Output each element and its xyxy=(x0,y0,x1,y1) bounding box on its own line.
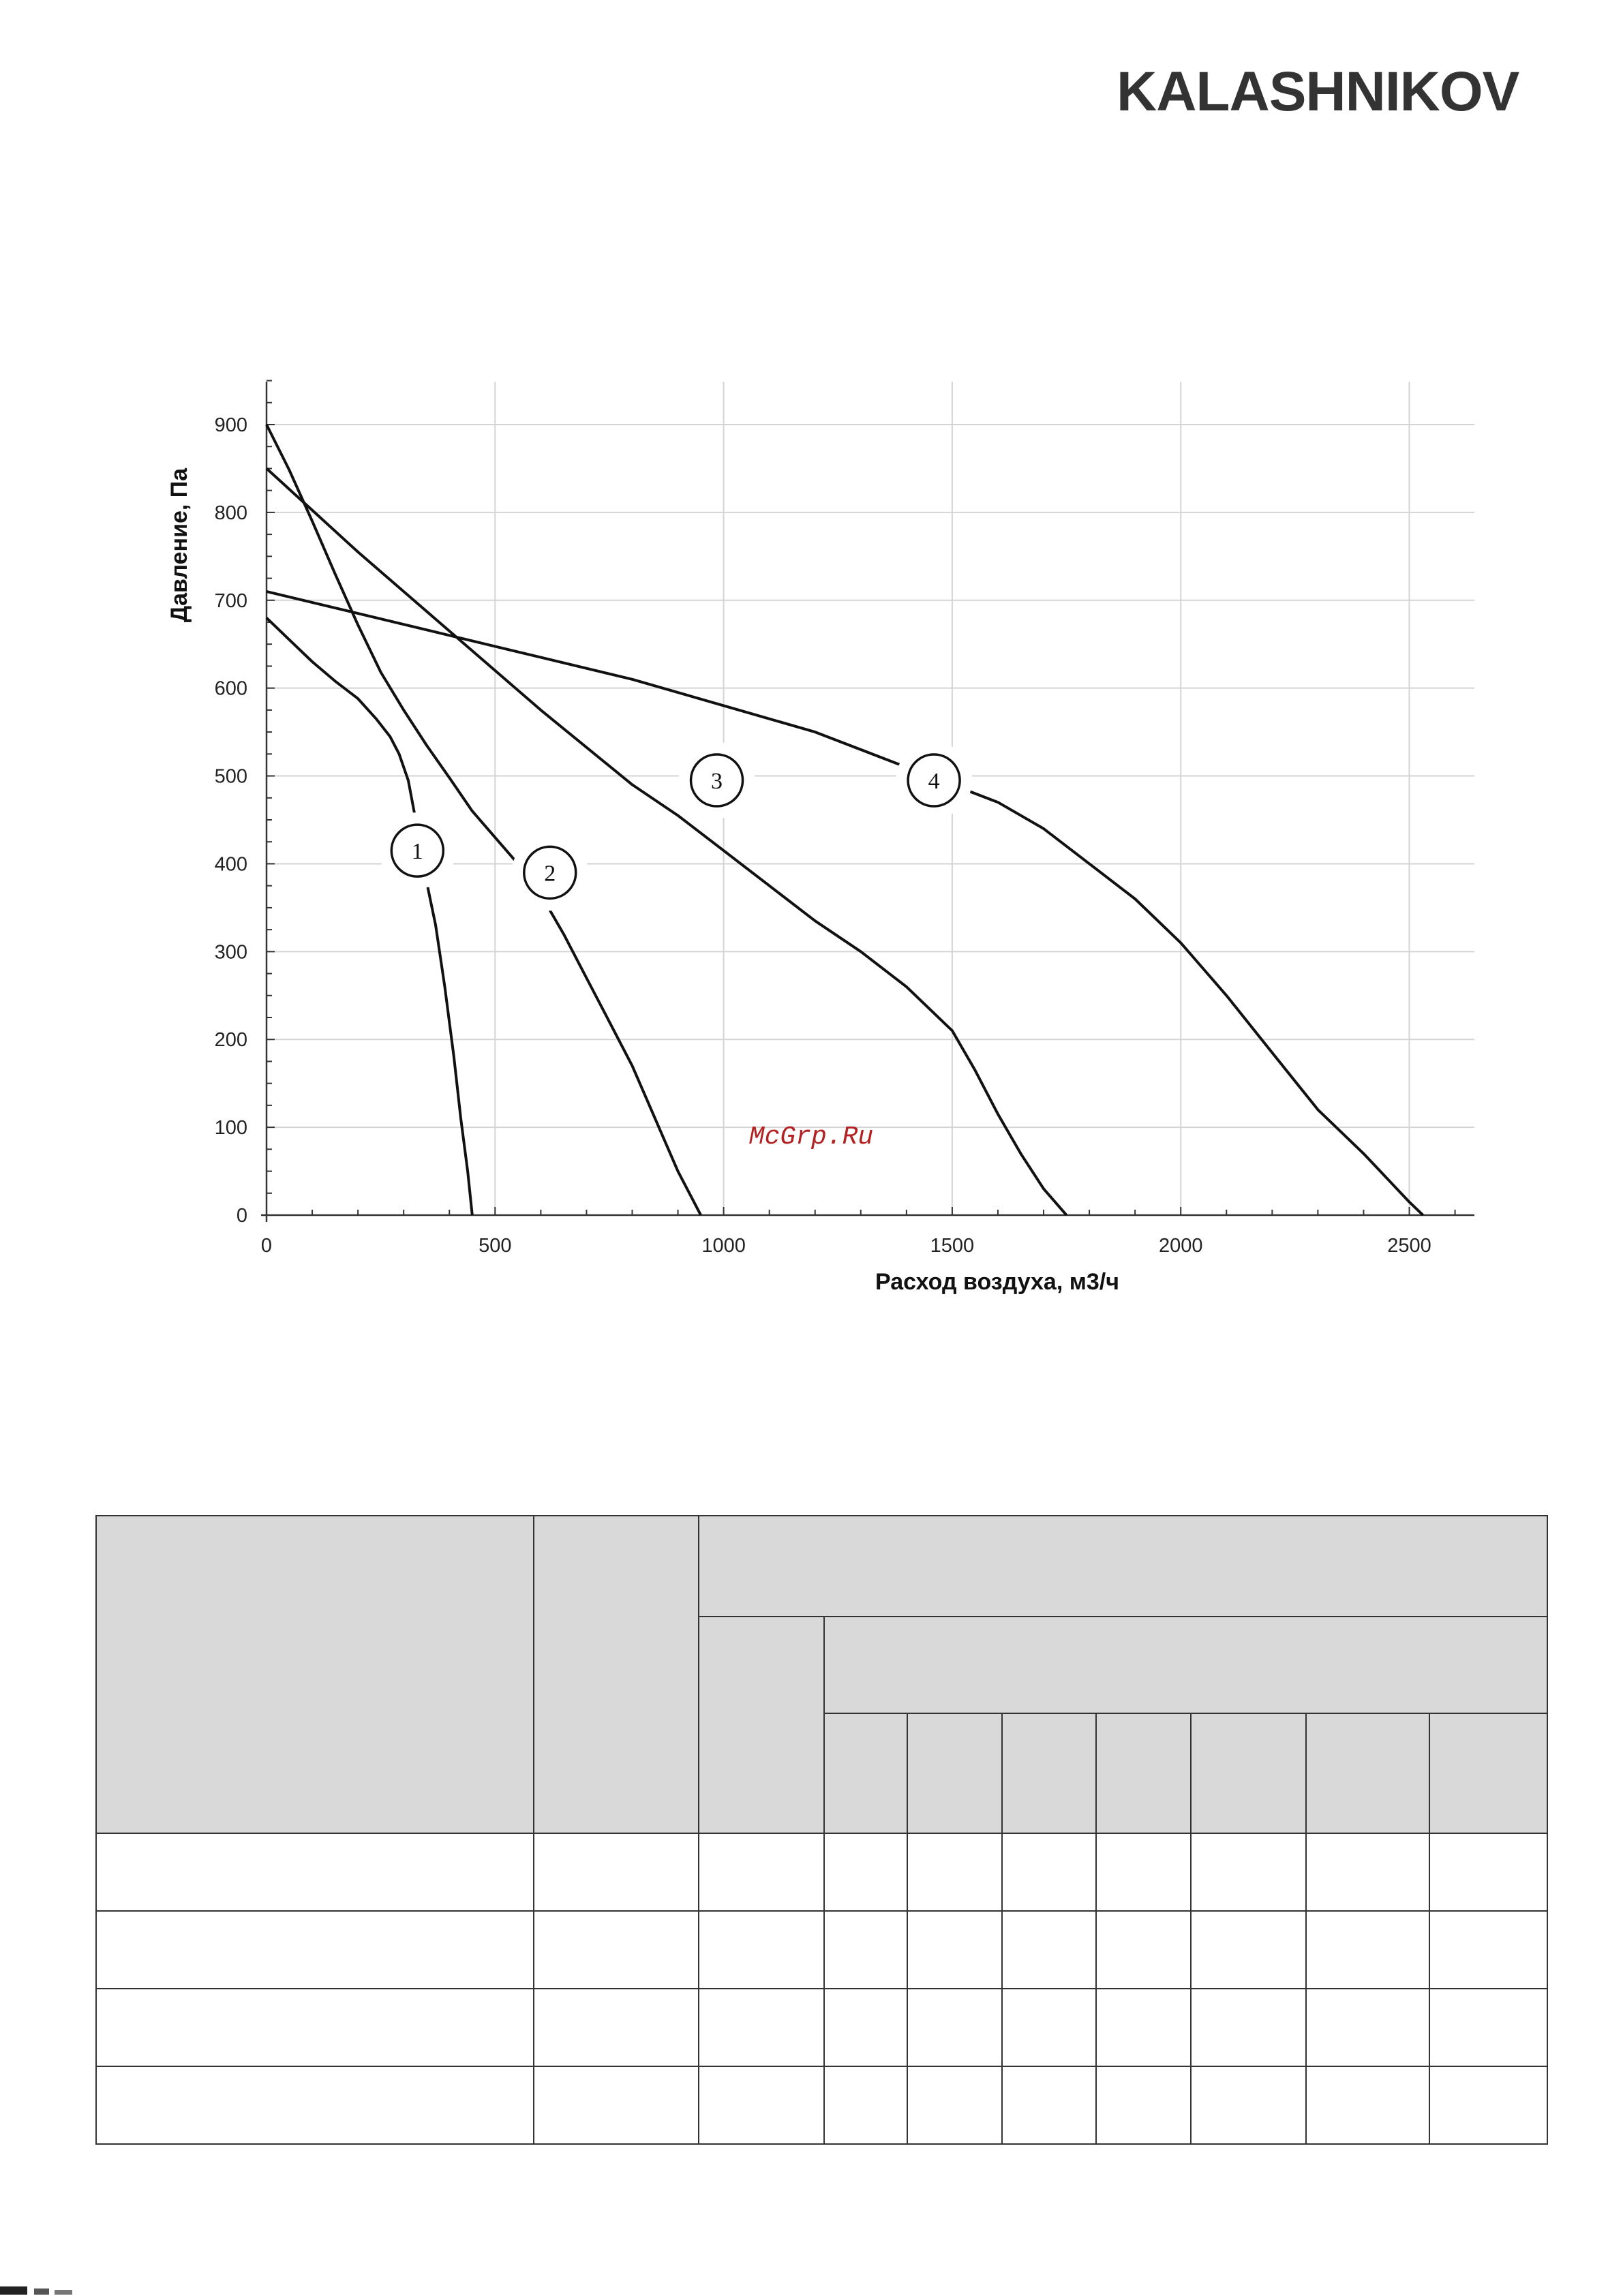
table-cell xyxy=(907,1989,1001,2066)
table-header-cell xyxy=(1002,1713,1096,1833)
y-tick-label: 400 xyxy=(214,853,247,876)
table-header-cell xyxy=(699,1516,1547,1617)
series-label-1: 1 xyxy=(411,839,423,865)
table-cell xyxy=(534,1911,699,1989)
y-tick-label: 500 xyxy=(214,765,247,788)
table-cell xyxy=(96,1833,534,1911)
table-cell xyxy=(824,1833,907,1911)
table-cell xyxy=(1002,2066,1096,2144)
table-cell xyxy=(1191,2066,1307,2144)
table-cell xyxy=(96,1911,534,1989)
table-cell xyxy=(1002,1833,1096,1911)
table-cell xyxy=(1429,1833,1547,1911)
table-row xyxy=(96,1989,1547,2066)
table-cell xyxy=(1429,2066,1547,2144)
table-header-cell xyxy=(824,1713,907,1833)
table-cell xyxy=(1002,1989,1096,2066)
y-tick-label: 200 xyxy=(214,1029,247,1052)
chart-series-labels xyxy=(379,742,972,910)
table-cell xyxy=(699,1911,824,1989)
series-line-4 xyxy=(267,592,1423,1215)
watermark-text: McGrp.Ru xyxy=(748,1122,874,1152)
x-tick-label: 1000 xyxy=(701,1235,746,1257)
table-cell xyxy=(1191,1911,1307,1989)
x-axis-label: Расход воздуха, м3/ч xyxy=(875,1269,1119,1295)
table-cell xyxy=(907,1911,1001,1989)
y-tick-label: 0 xyxy=(236,1205,247,1227)
table-header-row-1 xyxy=(96,1516,1547,1617)
table-header-cell xyxy=(1191,1713,1307,1833)
table-header-cell xyxy=(824,1617,1547,1713)
page-edge-mark xyxy=(0,2284,75,2296)
table-cell xyxy=(1002,1911,1096,1989)
table-cell xyxy=(1191,1989,1307,2066)
table-cell xyxy=(96,2066,534,2144)
table-cell xyxy=(907,1833,1001,1911)
table-cell xyxy=(534,1833,699,1911)
table-cell xyxy=(1306,1989,1429,2066)
table-cell xyxy=(534,2066,699,2144)
chart-series xyxy=(267,425,1423,1215)
y-tick-label: 300 xyxy=(214,941,247,964)
y-tick-label: 600 xyxy=(214,677,247,700)
y-tick-label: 700 xyxy=(214,590,247,612)
series-line-1 xyxy=(267,618,472,1215)
table-cell xyxy=(1191,1833,1307,1911)
table-cell xyxy=(1096,2066,1190,2144)
table-header-cell xyxy=(1096,1713,1190,1833)
series-label-3: 3 xyxy=(711,769,723,794)
table-row xyxy=(96,2066,1547,2144)
table-cell xyxy=(824,1989,907,2066)
table-cell xyxy=(699,1989,824,2066)
chart-grid xyxy=(267,382,1474,1215)
table-cell xyxy=(907,2066,1001,2144)
table-header-cell xyxy=(96,1516,534,1833)
table-header-cell xyxy=(534,1516,699,1833)
y-tick-label: 800 xyxy=(214,502,247,524)
x-tick-label: 2000 xyxy=(1158,1235,1203,1257)
spec-table xyxy=(95,1515,1548,2145)
table-cell xyxy=(1096,1833,1190,1911)
table-cell xyxy=(1306,1911,1429,1989)
table-cell xyxy=(1429,1911,1547,1989)
table-header-cell xyxy=(1306,1713,1429,1833)
table-cell xyxy=(824,1911,907,1989)
series-label-2: 2 xyxy=(544,861,556,887)
table-row xyxy=(96,1833,1547,1911)
table-cell xyxy=(1096,1911,1190,1989)
table-cell xyxy=(1096,1989,1190,2066)
table-header-cell xyxy=(699,1617,824,1833)
table-cell xyxy=(824,2066,907,2144)
table-cell xyxy=(534,1989,699,2066)
table-cell xyxy=(1306,1833,1429,1911)
table-cell xyxy=(699,1833,824,1911)
x-tick-label: 1500 xyxy=(930,1235,975,1257)
y-axis-label: Давление, Па xyxy=(166,468,192,623)
table-cell xyxy=(699,2066,824,2144)
series-label-4: 4 xyxy=(928,769,940,794)
table-header-cell xyxy=(907,1713,1001,1833)
table-cell xyxy=(1429,1989,1547,2066)
y-tick-label: 100 xyxy=(214,1117,247,1139)
x-tick-label: 2500 xyxy=(1387,1235,1431,1257)
series-line-2 xyxy=(267,425,701,1215)
table-row xyxy=(96,1911,1547,1989)
y-tick-label: 900 xyxy=(214,414,247,436)
table-cell xyxy=(96,1989,534,2066)
x-tick-label: 500 xyxy=(479,1235,512,1257)
table-header-cell xyxy=(1429,1713,1547,1833)
brand-logo: KALASHNIKOV xyxy=(1117,61,1519,123)
table-cell xyxy=(1306,2066,1429,2144)
x-tick-label: 0 xyxy=(260,1235,273,1257)
